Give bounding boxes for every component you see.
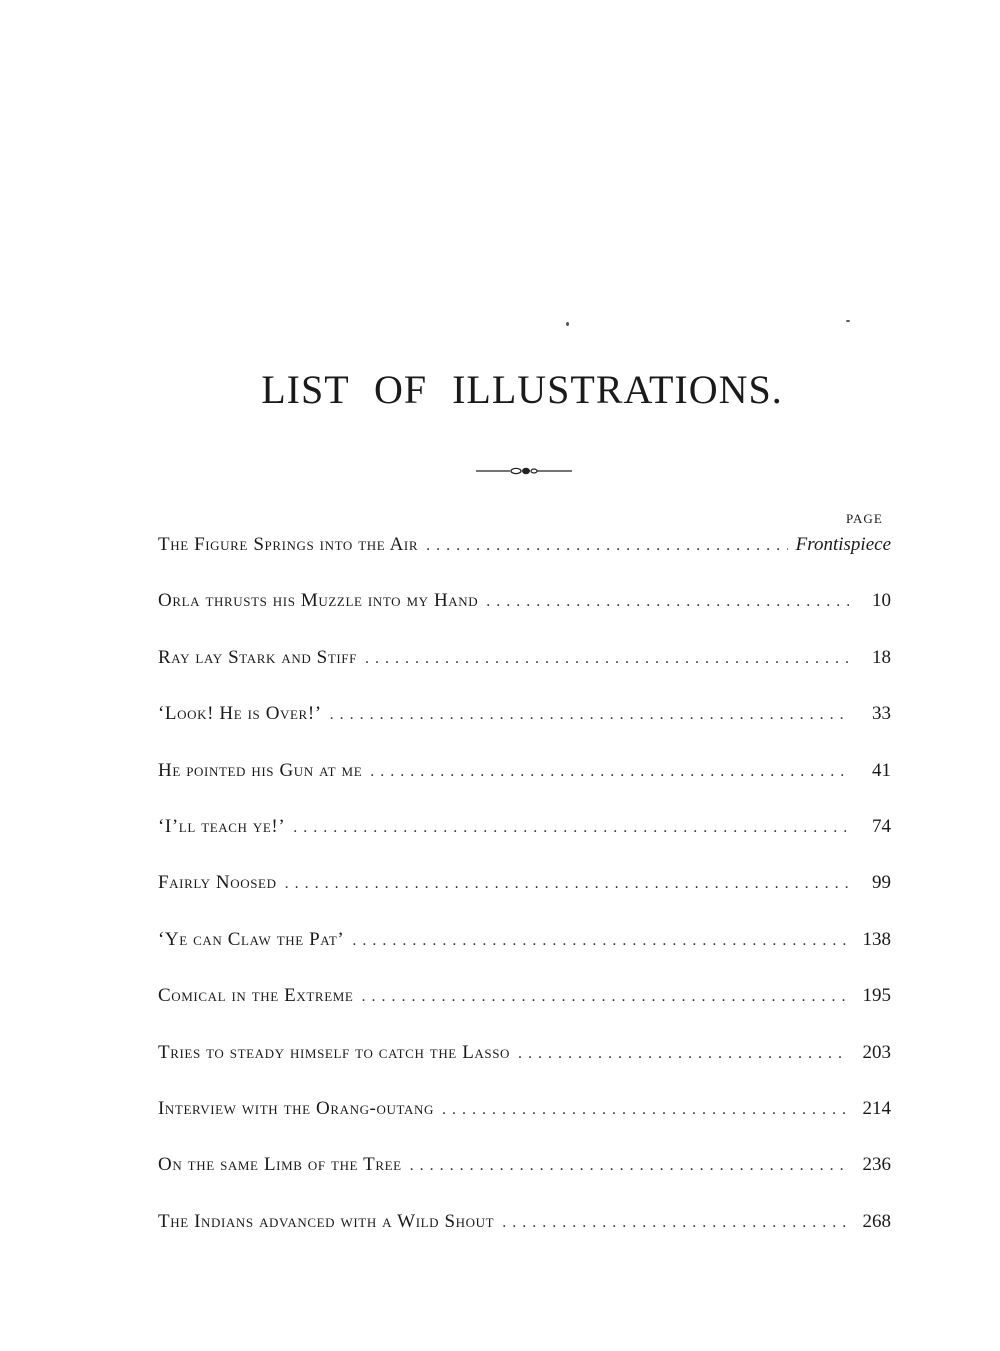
list-item bbox=[158, 929, 891, 985]
dot-leader bbox=[502, 1214, 849, 1232]
illustration-title: ‘Ye can Claw the Pat’ bbox=[158, 928, 345, 950]
list-item bbox=[158, 1154, 891, 1210]
list-item bbox=[158, 1098, 891, 1154]
illustration-page: 214 bbox=[862, 1097, 891, 1119]
illustration-page: 268 bbox=[862, 1210, 891, 1232]
ink-speck bbox=[566, 322, 569, 326]
dot-leader bbox=[365, 650, 849, 668]
illustration-title: ‘I’ll teach ye!’ bbox=[158, 815, 286, 837]
illustration-title: Comical in the Extreme bbox=[158, 985, 354, 1007]
illustration-title: The Indians advanced with a Wild Shout bbox=[158, 1210, 495, 1232]
list-item bbox=[158, 703, 891, 759]
illustration-page: 99 bbox=[872, 872, 891, 894]
illustration-title: Ray lay Stark and Stiff bbox=[158, 646, 357, 668]
dot-leader bbox=[285, 875, 849, 893]
illustration-page: 236 bbox=[862, 1154, 891, 1176]
divider-ornament-icon bbox=[476, 464, 572, 478]
list-item bbox=[158, 872, 891, 928]
illustration-title: Interview with the Orang-outang bbox=[158, 1097, 434, 1119]
illustration-title: He pointed his Gun at me bbox=[158, 759, 363, 781]
list-item bbox=[158, 1042, 891, 1098]
dot-leader bbox=[426, 537, 788, 555]
page-column-header: PAGE bbox=[846, 511, 883, 526]
illustration-page: 10 bbox=[872, 590, 891, 612]
dot-leader bbox=[442, 1101, 849, 1119]
ink-speck bbox=[846, 320, 850, 322]
list-item bbox=[158, 534, 891, 590]
dot-leader bbox=[370, 763, 849, 781]
list-item bbox=[158, 647, 891, 703]
dot-leader bbox=[293, 819, 849, 837]
illustration-page: 138 bbox=[862, 928, 891, 950]
dot-leader bbox=[361, 988, 849, 1006]
page-title: LIST OF ILLUSTRATIONS. bbox=[261, 367, 783, 412]
illustration-page: 195 bbox=[862, 985, 891, 1007]
illustration-title: The Figure Springs into the Air bbox=[158, 534, 419, 555]
illustration-page: 18 bbox=[872, 646, 891, 668]
illustration-title: Orla thrusts his Muzzle into my Hand bbox=[158, 590, 479, 612]
illustration-title: Fairly Noosed bbox=[158, 872, 277, 894]
list-item bbox=[158, 985, 891, 1041]
illustration-page: 74 bbox=[872, 815, 891, 837]
list-item bbox=[158, 590, 891, 646]
dot-leader bbox=[330, 706, 849, 724]
illustration-title: ‘Look! He is Over!’ bbox=[158, 703, 322, 725]
illustration-page: Frontispiece bbox=[795, 534, 891, 555]
dot-leader bbox=[518, 1045, 849, 1063]
list-item bbox=[158, 1211, 891, 1267]
illustration-title: Tries to steady himself to catch the Lasso bbox=[158, 1041, 511, 1063]
list-item bbox=[158, 760, 891, 816]
illustration-page: 41 bbox=[872, 759, 891, 781]
dot-leader bbox=[352, 932, 849, 950]
illustration-page: 203 bbox=[862, 1041, 891, 1063]
illustration-title: On the same Limb of the Tree bbox=[158, 1154, 402, 1176]
illustration-page: 33 bbox=[872, 703, 891, 725]
dot-leader bbox=[486, 593, 849, 611]
illustrations-list bbox=[158, 534, 891, 1267]
list-item bbox=[158, 816, 891, 872]
dot-leader bbox=[410, 1157, 849, 1175]
